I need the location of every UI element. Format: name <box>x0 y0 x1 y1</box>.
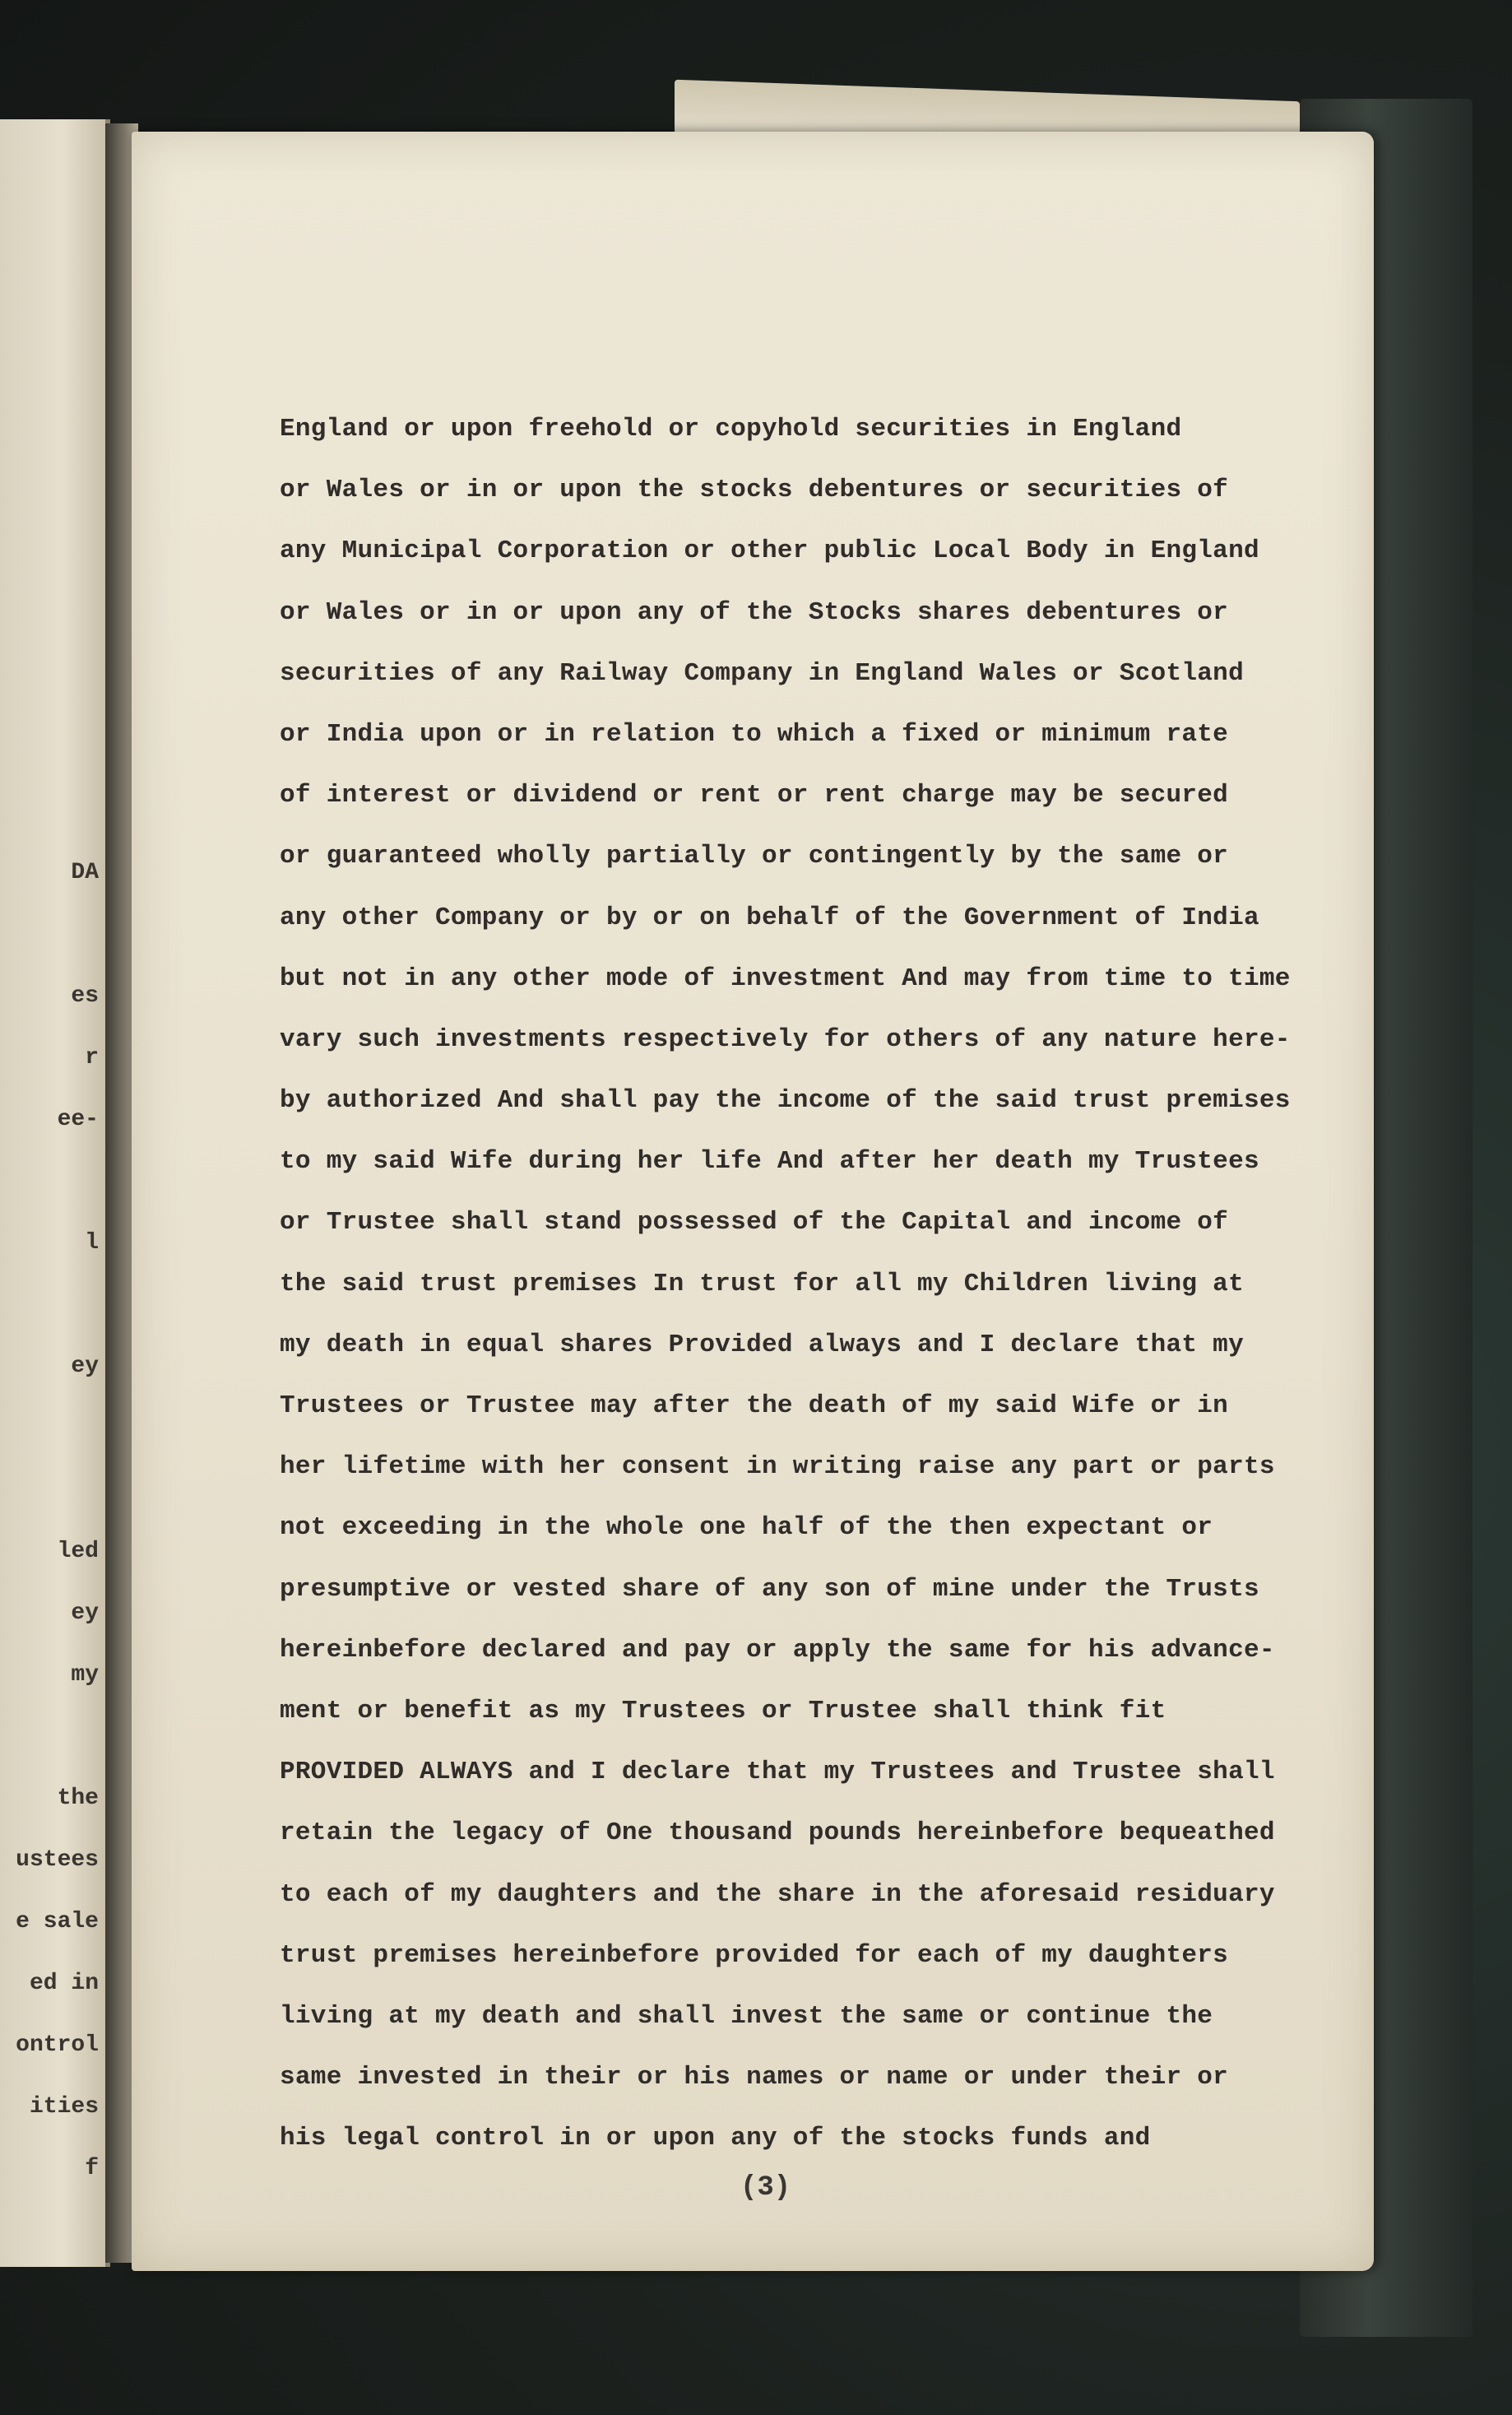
left-fragment: ee- <box>57 1107 99 1132</box>
text-line: not exceeding in the whole one half of the then expectant or <box>280 1513 1213 1543</box>
left-fragment: l <box>85 1230 99 1256</box>
text-line: or India upon or in relation to which a fixed or minimum rate <box>280 719 1229 749</box>
left-fragment: ustees <box>16 1847 99 1873</box>
text-line: living at my death and shall invest the same or continue the <box>280 2001 1213 2031</box>
document-body <box>280 399 1357 2169</box>
text-line: any Municipal Corporation or other public Local Body in England <box>280 536 1259 566</box>
text-line: to my said Wife during her life And after her death my Trustees <box>280 1147 1259 1177</box>
text-line: or Wales or in or upon any of the Stocks shares debentures or <box>280 597 1229 627</box>
page-number: (3) <box>740 2172 791 2204</box>
text-line: by authorized And shall pay the income of the said trust premises <box>280 1086 1291 1116</box>
left-fragment: ontrol <box>16 2032 99 2058</box>
text-line: retain the legacy of One thousand pounds hereinbefore bequeathed <box>280 1818 1275 1848</box>
text-line: any other Company or by or on behalf of the Government of India <box>280 903 1259 932</box>
text-line: or Wales or in or upon the stocks debentures or securities of <box>280 476 1229 505</box>
text-line: his legal control in or upon any of the stocks funds and <box>280 2124 1151 2153</box>
text-line: presumptive or vested share of any son of mine under the Trusts <box>280 1574 1259 1604</box>
text-line: hereinbefore declared and pay or apply the same for his advance- <box>280 1635 1275 1665</box>
text-line: of interest or dividend or rent or rent charge may be secured <box>280 781 1229 810</box>
text-line: the said trust premises In trust for all my Children living at <box>280 1269 1244 1298</box>
left-fragment: my <box>71 1662 99 1688</box>
left-fragment: led <box>57 1539 99 1564</box>
left-page <box>0 119 110 2267</box>
text-line: same invested in their or his names or name or under their or <box>280 2063 1229 2092</box>
text-line: Trustees or Trustee may after the death of my said Wife or in <box>280 1391 1229 1420</box>
left-fragment: ities <box>29 2094 99 2120</box>
left-fragment: ey <box>71 1354 99 1379</box>
text-line: trust premises hereinbefore provided for each of my daughters <box>280 1940 1229 1970</box>
text-line: PROVIDED ALWAYS and I declare that my Trustees and Trustee shall <box>280 1758 1275 1787</box>
text-line: her lifetime with her consent in writing raise any part or parts <box>280 1452 1275 1482</box>
text-line: vary such investments respectively for others of any nature here- <box>280 1024 1291 1054</box>
left-fragment: DA <box>71 860 99 885</box>
left-fragment: ey <box>71 1600 99 1626</box>
text-line: but not in any other mode of investment And may from time to time <box>280 964 1291 993</box>
text-line: England or upon freehold or copyhold securities in England <box>280 415 1182 444</box>
left-fragment: e sale <box>16 1909 99 1934</box>
text-line: or guaranteed wholly partially or contingently by the same or <box>280 842 1229 871</box>
text-line: or Trustee shall stand possessed of the Capital and income of <box>280 1208 1229 1238</box>
text-line: securities of any Railway Company in England Wales or Scotland <box>280 658 1244 688</box>
left-fragment: es <box>71 983 99 1009</box>
left-fragment: r <box>85 1045 99 1070</box>
text-line: my death in equal shares Provided always and I declare that my <box>280 1330 1244 1359</box>
left-fragment: ed in <box>29 1971 99 1996</box>
text-line: to each of my daughters and the share in the aforesaid residuary <box>280 1879 1275 1909</box>
text-line: ment or benefit as my Trustees or Trustee shall think fit <box>280 1696 1166 1725</box>
left-fragment: the <box>57 1786 99 1811</box>
left-fragment: f <box>85 2156 99 2181</box>
